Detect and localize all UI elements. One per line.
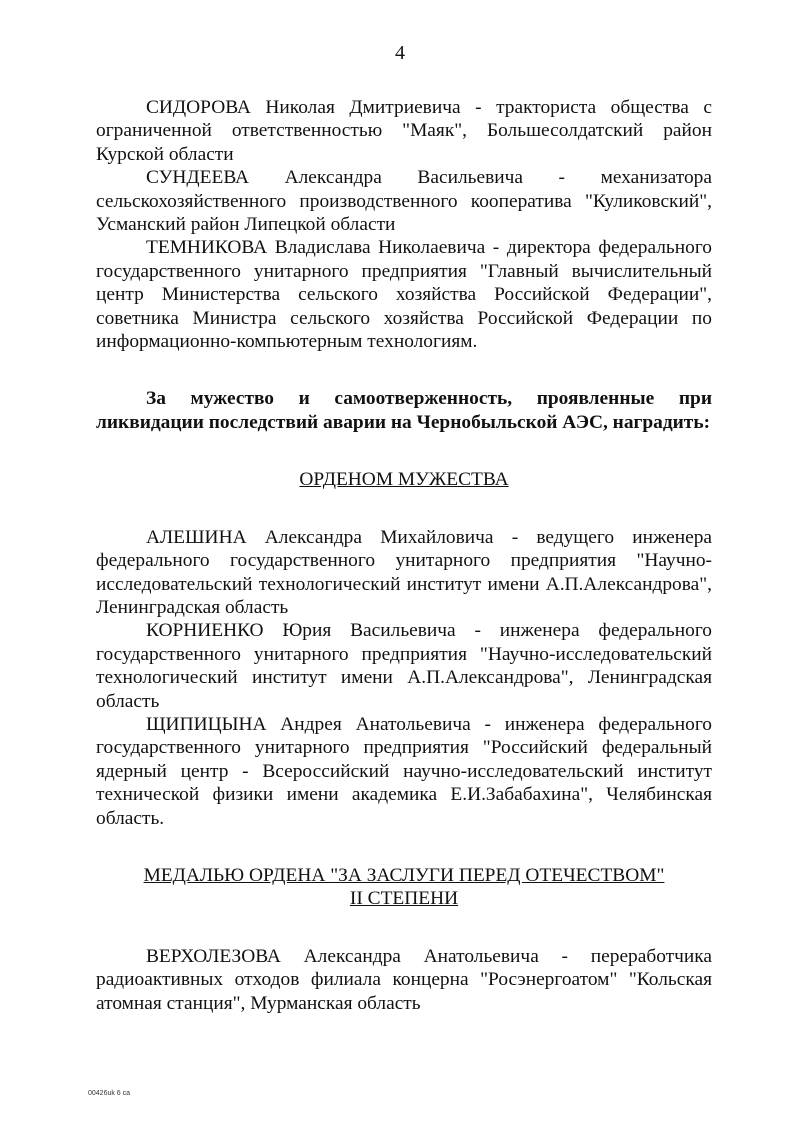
award-entry: СУНДЕЕВА Александра Васильевича - механизатора сельскохозяйственного производственного кооператива "Куликовский", Усманский район Липецкой области	[96, 167, 712, 236]
footer-code: 00426uk 6 ca	[88, 1090, 131, 1097]
award-entry: АЛЕШИНА Александра Михайловича - ведущего инженера федерального государственного унитарного предприятия "Научно-исследовательский технологический институт имени А.П.Александрова", Ленинградская область	[96, 526, 712, 618]
section-heading-medal-line2: II СТЕПЕНИ	[349, 888, 459, 910]
award-entry: ЩИПИЦЫНА Андрея Анатольевича - инженера федерального государственного унитарного предприятия "Российский федеральный ядерный центр - Всероссийский научно-исследовательский институт технической физики имени академика Е.И.Забабахина", Челябинская область.	[96, 713, 712, 829]
document-body	[96, 96, 712, 1015]
page-number: 4	[395, 42, 405, 64]
award-entry: СИДОРОВА Николая Дмитриевича - тракториста общества с ограниченной ответственностью "Маяк", Большесолдатский район Курской области	[96, 97, 712, 165]
section-heading-medal-line1: МЕДАЛЬЮ ОРДЕНА "ЗА ЗАСЛУГИ ПЕРЕД ОТЕЧЕСТВОМ"	[143, 864, 665, 886]
award-directive: За мужество и самоотверженность, проявленные при ликвидации последствий аварии на Чернобыльской АЭС, наградить:	[96, 388, 712, 433]
award-entry: ТЕМНИКОВА Владислава Николаевича - директора федерального государственного унитарного предприятия "Главный вычислительный центр Министерства сельского хозяйства Российской Федерации", советника Министра сельского хозяйства Российской Федерации по информационно-компьютерным технологиям.	[96, 237, 712, 353]
award-entry: КОРНИЕНКО Юрия Васильевича - инженера федерального государственного унитарного предприятия "Научно-исследовательский технологический институт имени А.П.Александрова", Ленинградская область	[96, 620, 712, 712]
section-heading-order-of-courage: ОРДЕНОМ МУЖЕСТВА	[299, 469, 509, 491]
award-entry: ВЕРХОЛЕЗОВА Александра Анатольевича - переработчика радиоактивных отходов филиала концерна "Росэнергоатом" "Кольская атомная станция", Мурманская область	[96, 945, 712, 1014]
